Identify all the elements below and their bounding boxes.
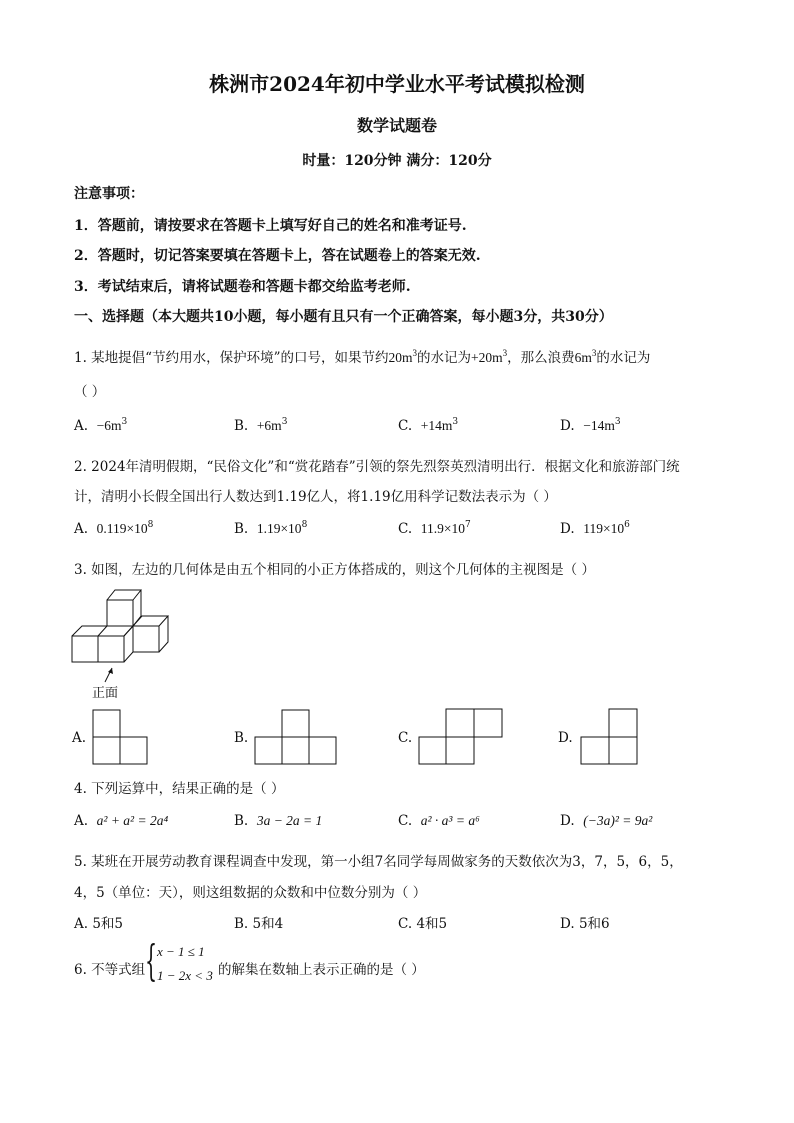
q1-math-1: $20m^3$ (388, 348, 417, 365)
question-1-stem (74, 346, 650, 366)
q2-option-b[interactable]: B. $1.19\times 10^8$ (234, 520, 308, 537)
q5-stem-line2: 4，5（单位：天），则这组数据的众数和中位数分别为（ ） (74, 885, 427, 901)
note-item-1: 1．答题前，请按要求在答题卡上填写好自己的姓名和准考证号. (74, 218, 467, 234)
q4-option-d[interactable]: D. (−3a)² = 9a² (560, 813, 653, 829)
q3-option-a-label[interactable]: A. (72, 730, 87, 746)
q2-option-d[interactable]: D. $119\times 10^6$ (560, 520, 630, 537)
q4-stem: 4. 下列运算中，结果正确的是（ ） (74, 781, 285, 797)
q6-left-brace: { (145, 936, 158, 985)
q1-stem-line2: （ ） (74, 384, 106, 400)
q4-option-b[interactable]: B. 3a − 2a = 1 (234, 813, 323, 829)
q1-text-b: 的水记为 (417, 350, 471, 366)
exam-title: 株洲市2024年初中学业水平考试模拟检测 (209, 72, 585, 96)
q4-option-a[interactable]: A. a² + a² = 2a⁴ (74, 813, 169, 829)
q3-option-c-label[interactable]: C. (398, 730, 413, 746)
q2-option-a[interactable]: A. $0.119\times 10^8$ (74, 520, 154, 537)
q5-option-c[interactable]: C. 4和5 (398, 916, 448, 932)
q1-option-b[interactable]: B. $+6m^3$ (234, 417, 288, 434)
q3-option-c-figure[interactable] (418, 708, 506, 765)
q1-option-d[interactable]: D. $-14m^3$ (560, 417, 621, 434)
q3-option-b-figure[interactable] (254, 709, 339, 765)
q3-option-a-figure[interactable] (92, 709, 150, 765)
q2-stem-line1: 2. 2024年清明假期，“民俗文化”和“赏花踏春”引领的祭先烈祭英烈清明出行．根据文化和旅游部门统 (74, 459, 680, 475)
q1-math-3: $6m^3$ (574, 348, 597, 365)
q3-option-b-label[interactable]: B. (234, 730, 249, 746)
q6-inequality-1: x − 1 ≤ 1 (157, 944, 205, 959)
q1-math-2: $+20m^3$ (471, 348, 508, 365)
q1-option-a[interactable]: A. $-6m^3$ (74, 417, 128, 434)
q1-option-c[interactable]: C. $+14m^3$ (398, 417, 459, 434)
q3-option-d-figure[interactable] (580, 708, 640, 765)
q5-stem-line1: 5. 某班在开展劳动教育课程调查中发现，第一小组7名同学每周做家务的天数依次为3，7，5，6，5， (74, 854, 683, 870)
notes-heading: 注意事项： (74, 186, 144, 202)
q1-text-c: ，那么浪费 (507, 350, 575, 366)
q2-stem-line2: 计，清明小长假全国出行人数达到1.19亿人，将1.19亿用科学记数法表示为（ ） (74, 489, 557, 505)
note-item-3: 3．考试结束后，请将试题卷和答题卡都交给监考老师. (74, 279, 411, 295)
q3-option-d-label[interactable]: D. (558, 730, 573, 746)
cube-stack-figure (70, 588, 180, 678)
q5-option-a[interactable]: A. 5和5 (74, 916, 124, 932)
q1-text-d: 的水记为 (596, 350, 651, 366)
q5-option-d[interactable]: D. 5和6 (560, 916, 610, 932)
exam-meta: 时量：120分钟 满分：120分 (302, 153, 492, 169)
section-heading: 一、选择题（本大题共10小题，每小题有且只有一个正确答案，每小题3分，共30分） (74, 309, 613, 325)
q4-option-c[interactable]: C. a² · a³ = a⁶ (398, 813, 480, 829)
q6-stem-a: 6. 不等式组 (74, 962, 146, 978)
q5-option-b[interactable]: B. 5和4 (234, 916, 284, 932)
q6-inequality-2: 1 − 2x < 3 (157, 968, 213, 983)
exam-subtitle: 数学试题卷 (356, 116, 437, 135)
q6-stem-b: 的解集在数轴上表示正确的是（ ） (218, 962, 425, 978)
q2-option-c[interactable]: C. $11.9\times 10^7$ (398, 520, 471, 537)
q1-text-a: 1. 某地提倡“节约用水，保护环境”的口号，如果节约 (74, 350, 389, 366)
note-item-2: 2．答题时，切记答案要填在答题卡上，答在试题卷上的答案无效. (74, 248, 481, 264)
q3-stem: 3. 如图，左边的几何体是由五个相同的小正方体搭成的，则这个几何体的主视图是（ ） (74, 562, 595, 578)
front-view-label: 正面 (92, 686, 119, 701)
